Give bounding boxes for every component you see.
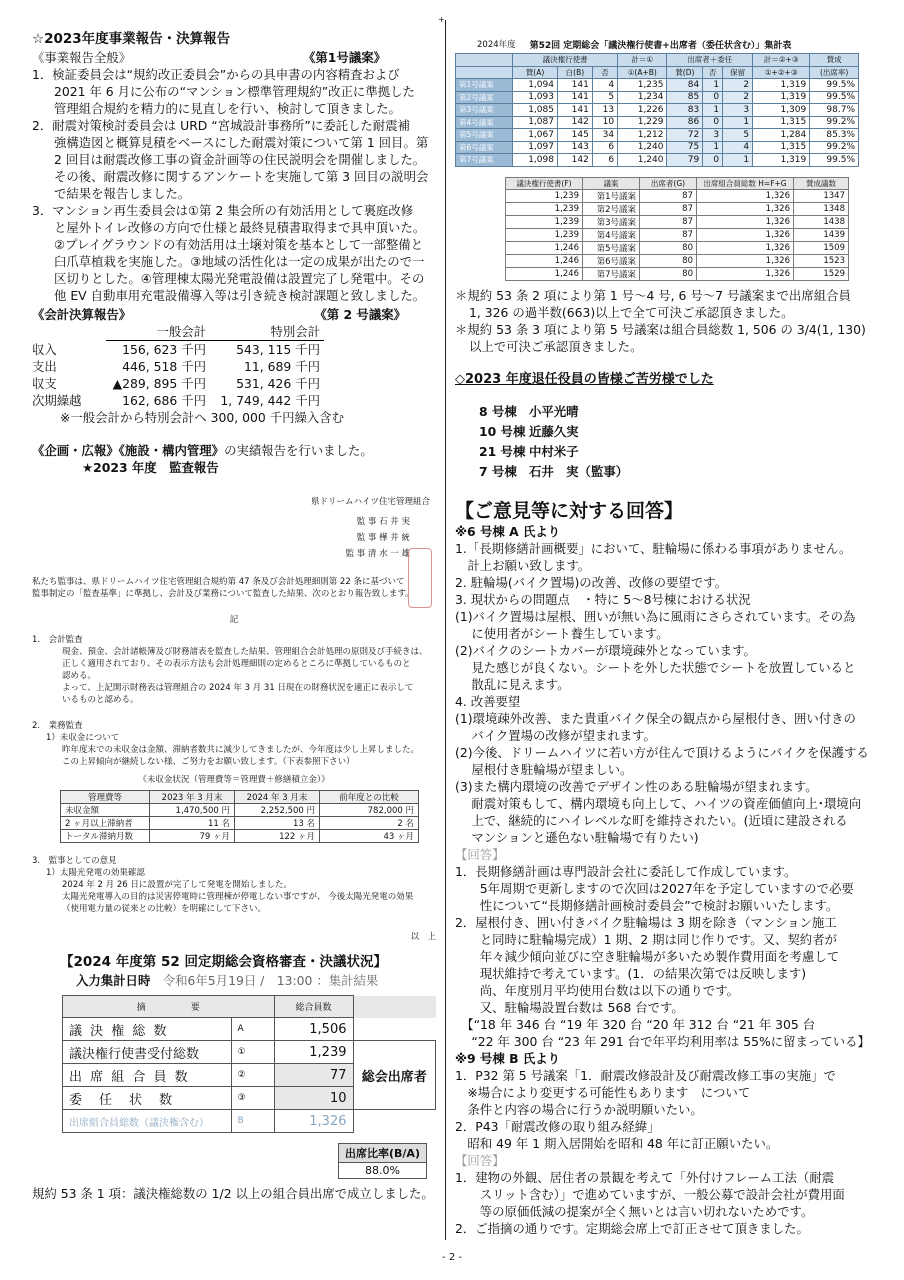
table-row: 1,239 第3号議案 87 1,326 1438: [506, 216, 849, 229]
text-line: 【“18 年 346 台 “19 年 320 台 “20 年 312 台 “21 年 305 台: [455, 1017, 816, 1032]
table-row: 2 ヶ月以上滞納者 11 名 13 名 2 名: [61, 817, 419, 830]
text-line: 計上お願い致します。: [455, 558, 591, 573]
results-title: 2024年度 第52回 定期総会「議決権行使書+出席者（委任状含む）」集計表: [477, 40, 792, 51]
text-line: 性について“長期修繕計画検討委員会”で検討お願いいたします。: [455, 898, 839, 913]
quorum-section: [32, 953, 436, 1202]
text-line: (2)今後、ドリームハイツに若い方が住んで頂けるようにバイクを保護する: [455, 745, 869, 760]
answer-b-label: 【回答】: [455, 1153, 505, 1168]
table-row: 収入 156, 623 千円 543, 115 千円: [32, 341, 320, 357]
text-line: 1．建物の外観、居住者の景観を考えて「外付けフレーム工法（耐震: [455, 1170, 835, 1185]
accounts-heading: 《会計決算報告》: [32, 307, 132, 322]
text-line: と同時に駐輪場完成）1 期、2 期は同じ作りです。又、契約者が: [455, 932, 837, 947]
text-line: 1．P32 第 5 号議案「1．耐震改修設計及び耐震改修工事の実施」で: [455, 1068, 836, 1083]
table-row: 第7号議案 1,098 142 6 1,240 79 0 1 1,319 99.5%: [456, 154, 859, 167]
retired-list: [455, 402, 875, 482]
text-line: 又、駐輪場設置台数は 568 台です。: [455, 1000, 684, 1015]
summary-header: [32, 49, 436, 66]
audit-section3: 2024 年 2 月 26 日に設置が完了して発電を開始しました。 太陽光発電導入の目的は災害停電時に管理棟が停電しない事ですが、 今後太陽光発電の効果 （使用電力量の従来との比較）を明確にして下さい。: [62, 880, 414, 914]
right-column: [455, 38, 875, 1237]
planning-line: 《企画・広報》《施設・構内管理》の実績報告を行いました。: [32, 443, 373, 458]
text-line: 耐震対策もして、構内環境も向上して、ハイツの資産価値向上･環境向: [455, 796, 862, 811]
opinions-title: 【ご意見等に対する回答】: [455, 500, 684, 522]
report-table: 議決権行使書(F) 議案 出席者(G) 出席組合員総数 H=F+G 賛成議数 1,239 第1号議案 87 1,326 1347 1,239 第2号議案 87 1,326 1348 1,239 第3号議案 87 1,326 1438 1,239 第4号議案 87 1,326 1439 1,246 第5号議案 80 1,326 1509 1,246 第6号議案 80 1,326 1523 1,246 第7号議案 80 1,326 1529: [505, 177, 849, 282]
ratio-table: [338, 1143, 427, 1179]
list-item: 21 号棟 中村米子: [479, 444, 579, 459]
text-line: 5年周期で更新しますので次回は2027年を予定していますので必要: [455, 881, 854, 896]
quorum-table: 摘 要 総合員数 議 決 権 総 数 A 1,506 議決権行使書受付総数 ① 1,239 総会出席者 出 席 組 合 員 数 ② 77 委 任 状 数 ③ 10 出席組合員総数（議決権含む） B 1,326: [62, 995, 436, 1133]
ki-label: 記: [229, 615, 239, 625]
quorum-subtitle: 入力集計日時 令和6年5月19日 / 13:00 ：集計結果: [76, 973, 379, 988]
auditor-list: 監 事 石 井 実 監 事 樺 井 統 監 事 清 水 一 雄: [345, 517, 410, 559]
text-line: バイク置場の改修が望まれます。: [455, 728, 656, 743]
audit-section2: 昨年度末での未収金は金額、滞納者数共に減少してきましたが、今年度は少し上昇しました。 この上昇傾向が継続しない様、ご努力をお願い致します。（下表参照下さい）: [62, 745, 420, 767]
list-item: 8 号棟 小平光晴: [479, 404, 579, 419]
text-line: 年々減少傾向並びに空き駐輪場が多いため製作費用面を考慮して: [455, 949, 840, 964]
text-line: に使用者がシート養生しています。: [455, 626, 669, 641]
table-row: 次期繰越 162, 686 千円 1, 749, 442 千円: [32, 393, 320, 408]
answer-b-body: [455, 1169, 875, 1237]
text-line: (1)環境疎外改善、また貴重バイク保全の観点から屋根付き、囲い付きの: [455, 711, 856, 726]
accounts-header: [32, 306, 436, 323]
item2: 2．耐震対策検討委員会は URD “宮城設計事務所”に委託した耐震補 強構造図と概算見積をベースにした耐震対策について第 1 回目。第 2 回目は耐震改修工事の資金計画等の住民説明会を開催しました。 その後、耐震改修に関するアンケートを実施して第 3 回目の説明会 で結果を報告しました。: [32, 118, 429, 201]
text-line: ※場合により変更する可能性もあります について: [455, 1085, 751, 1100]
table-row: 第1号議案 1,094 141 4 1,235 84 1 2 1,319 99.5%: [456, 79, 859, 92]
item1: 1．検証委員会は“規約改正委員会”からの具申書の内容精査および 2021 年 6 月に公布の“マンション標準管理規約”改正に準拠した 管理組合規約を精力的に見直しを行い、検討して頂きました。: [32, 67, 415, 116]
col-general: 一般会計: [106, 323, 210, 341]
table-row: 第3号議案 1,085 141 13 1,226 83 1 3 1,309 98.7%: [456, 104, 859, 117]
opinion-a-body: [455, 540, 875, 846]
text-line: 4. 改善要望: [455, 694, 521, 709]
quorum-footer: 規約 53 条 1 項：議決権総数の 1/2 以上の組合員出席で成立しました。: [32, 1186, 434, 1201]
table-row: 1,246 第5号議案 80 1,326 1509: [506, 242, 849, 255]
ratio-value: 88.0%: [339, 1163, 427, 1179]
text-line: 尚、年度別月平均使用台数は以下の通りです。: [455, 983, 739, 998]
quorum-title: 【2024 年度第 52 回定期総会資格審査・決議状況】: [60, 954, 387, 970]
table-row: 出 席 組 合 員 数 ② 77: [63, 1064, 436, 1087]
table-row: 支出 446, 518 千円 11, 689 千円: [32, 359, 320, 374]
text-line: 3. 現状からの問題点 ・特に 5～8号棟における状況: [455, 592, 751, 607]
attendee-label: 総会出席者: [353, 1041, 436, 1110]
table-row: 1,246 第7号議案 80 1,326 1529: [506, 268, 849, 281]
table-row: 第6号議案 1,097 143 6 1,240 75 1 4 1,315 99.2%: [456, 141, 859, 154]
table-row: 1,239 第2号議案 87 1,326 1348: [506, 203, 849, 216]
table-row: 議 決 権 総 数 A 1,506: [63, 1018, 436, 1041]
motion1-label: 《第1号議案》: [303, 50, 386, 65]
item3: 3．マンション再生委員会は①第 2 集会所の有効活用として裏庭改修 と屋外トイレ改修の方向で仕様と最終見積書取得まで具申頂いた。 ②プレイグラウンドの有効活用は土壌対策を基本として一部整備と 臼爪草植栽を実施した。③地域の活性化は一定の成果が出たので一 区切りとした。④管理棟太陽光発電設備は設置完了し発電中。その 他 EV 自動車用充電設備導入等は引き続き検討課題と致しました。: [32, 203, 426, 303]
text-line: 1．長期修繕計画は専門設計会社に委託して作成しています。: [455, 864, 797, 879]
ijo-label: 以 上: [410, 932, 436, 942]
table-row: 第4号議案 1,087 142 10 1,229 86 0 1 1,315 99.2%: [456, 116, 859, 129]
opinion-b-from: ※9 号棟 B 氏より: [455, 1051, 561, 1066]
text-line: 散乱に見えます。: [455, 677, 570, 692]
column-divider: [445, 20, 446, 1240]
table-row: 第5号議案 1,067 145 34 1,212 72 3 5 1,284 85.3%: [456, 129, 859, 142]
text-line: 上で、継続的にハイレベルな町を維持されたい。(近頃に建設される: [455, 813, 848, 828]
text-line: 現状維持で考えています。(1．の結果次第では反映します): [455, 966, 807, 981]
table-row: 未収金額 1,470,500 円 2,252,500 円 782,000 円: [61, 804, 419, 817]
list-item: 7 号棟 石井 実（監事）: [479, 464, 629, 479]
text-line: 等の原価低減の提案が全く無いとは言い切れないためです。: [455, 1204, 814, 1219]
table-row: 1,239 第4号議案 87 1,326 1439: [506, 229, 849, 242]
text-line: 屋根付き駐輪場が望ましい。: [455, 762, 633, 777]
text-line: 2．屋根付き、囲い付きバイク駐輪場は 3 期を除き（マンション施工: [455, 915, 837, 930]
table-row: 1,239 第1号議案 87 1,326 1347: [506, 190, 849, 203]
accounts-note: ※一般会計から特別会計へ 300, 000 千円繰入含む: [60, 410, 345, 425]
table-row: 議決権行使書受付総数 ① 1,239 総会出席者: [63, 1041, 436, 1064]
text-line: 昭和 49 年 1 期入居開始を昭和 48 年に訂正願いたい。: [455, 1136, 779, 1151]
answer-a-label: 【回答】: [455, 847, 505, 862]
col-special: 特別会計: [210, 323, 324, 341]
retired-title: ◇2023 年度退任役員の皆様ご苦労様でした: [455, 372, 714, 387]
ratio-label: 出席比率(B/A): [339, 1144, 427, 1163]
receivables-table: 管理費等 2023 年 3 月末 2024 年 3 月末 前年度との比較 未収金額 1,470,500 円 2,252,500 円 782,000 円 2 ヶ月以上滞納者 11 名 13 名 2 名 トータル滞納月数 79 ヶ月 122 ヶ月 43 ヶ月: [60, 790, 419, 843]
text-line: 1.「長期修繕計画概要」において、駐輪場に係わる事項がありません。: [455, 541, 852, 556]
summary-heading: 《事業報告全般》: [32, 50, 132, 65]
receivables-title: 《未収金状況（管理費等＝管理費＋修繕積立金）》: [138, 775, 330, 785]
text-line: 条件と内容の場合に行うか説明願いたい。: [455, 1102, 703, 1117]
audit-title: ★2023 年度 監査報告: [82, 460, 219, 475]
approval-notes: ＊規約 53 条 2 項により第 1 号～4 号, 6 号～7 号議案まで出席組合員 1, 326 の過半数(663)以上で全て可決ご承認頂きました。 ＊規約 53 条 3 項により第 5 号議案は組合員総数 1, 506 の 3/4(1, 130) 以上で可決ご承認頂きました。: [455, 288, 866, 354]
page-number: - 2 -: [442, 1252, 462, 1263]
text-line: “22 年 300 台 “23 年 291 台で年平均利用率は 55%に留まっている】: [455, 1034, 870, 1049]
section-title: ☆2023年度事業報告・決算報告: [32, 31, 231, 47]
table-row: 1,246 第6号議案 80 1,326 1523: [506, 255, 849, 268]
accounts-table: [32, 323, 324, 409]
text-line: マンションと遜色ない駐輪場で有りたい): [455, 830, 699, 845]
text-line: (2)バイクのシートカバーが環境疎外となっています。: [455, 643, 756, 658]
opinion-a-from: ※6 号棟 A 氏より: [455, 524, 561, 539]
list-item: 10 号棟 近藤久実: [479, 424, 579, 439]
answer-a-body: [455, 863, 875, 1050]
top-mark: +: [438, 15, 445, 24]
left-column: [32, 30, 436, 1202]
audit-org: 県ドリームハイツ住宅管理組合: [310, 497, 430, 507]
table-row: 第2号議案 1,093 141 5 1,234 85 0 2 1,319 99.5%: [456, 91, 859, 104]
table-row: 委 任 状 数 ③ 10: [63, 1087, 436, 1110]
seal-stamp: [408, 548, 432, 608]
text-line: スリット含む）」で進めていますが、一般公募で設計会社が費用面: [455, 1187, 845, 1202]
audit-section1: 現金、預金、会計諸帳簿及び財務諸表を監査した結果、管理組合会計処理の原則及び手続きは、 正しく適用されており、その表示方法も会計処理細則の定めるところに準拠しているものと 認める。 よって、上記開示財務表は管理組合の 2024 年 3 月 31 日現在の財務状況を適正に表示して いるものと認める。: [62, 647, 428, 705]
text-line: 2．ご指摘の通りです。定期総会席上で訂正させて頂きました。: [455, 1221, 809, 1236]
text-line: (1)バイク置場は屋根、囲いが無い為に風雨にさらされています。その為: [455, 609, 856, 624]
table-row: トータル滞納月数 79 ヶ月 122 ヶ月 43 ヶ月: [61, 830, 419, 843]
text-line: 見た感じが良くない。シートを外した状態でシートを放置していると: [455, 660, 856, 675]
motion2-label: 《第 2 号議案》: [314, 307, 406, 322]
results-table: 議決権行使書 計＝① 出席者＋委任 計＝②+③ 賛成 賛(A) 白(B) 否 ①(A+B) 賛(D) 否 保留 ①+②+③ (出席率) 第1号議案 1,094 141 4 1,235 84 1 2 1,319 99.5% 第2号議案 1,093 141 5 1,234 85 0 2 1,319 99.5% 第3号議案 1,085 141 13 1,226 83 1 3 1,309 98.7% 第4号議案 1,087 142 10 1,229 86 0 1 1,315 99.2% 第5号議案 1,067 145 34 1,212 72 3 5 1,284 85.3% 第6号議案 1,097 143 6 1,240 75 1 4 1,315 99.2% 第7号議案 1,098 142 6 1,240 79 0 1 1,319 99.5%: [455, 53, 859, 167]
opinion-b-body: [455, 1067, 875, 1152]
table-row: 出席組合員総数（議決権含む） B 1,326: [63, 1110, 436, 1133]
text-line: (3)また構内環境の改善でデザイン性のある駐輪場が望まれます。: [455, 779, 818, 794]
text-line: 2．P43「耐震改修の取り組み経緯」: [455, 1119, 660, 1134]
text-line: 2. 駐輪場(バイク置場)の改善、改修の要望です。: [455, 575, 728, 590]
table-row: 収支 ▲289, 895 千円 531, 426 千円: [32, 376, 320, 391]
audit-report: 県ドリームハイツ住宅管理組合 監 事 石 井 実 監 事 樺 井 統 監 事 清 水 一 雄 私たち監事は、県ドリームハイツ住宅管理組合規約第 47 条及び会計処理細則第 22 条に基づいて 監事制定の「監査基準」に準拠し、会計及び業務について監査した結果、次のとおり報告致します。 記 1. 会計監査 現金、預金、会計諸帳簿及び財務諸表を監査した結果、管理組合会計処理の原則及び手続きは、 正しく適用されており、その表示方法も会計処理細則の定めるところに準拠しているものと 認める。 よって、上記開示財務表は管理組合の 2024 年 3 月 31 日現在の財務状況を適正に表示して いるものと認める。 2. 業務監査 1）未収金について 昨年度末での未収金は金額、滞納者数共に減少してきましたが、今年度は少し上昇しました。 この上昇傾向が継続しない様、ご努力をお願い致します。（下表参照下さい） 《未収金状況（管理費等＝管理費＋修繕積立金）》 管理費等 2023 年 3 月末 2024 年 3 月末 前年度との比較 未収金額 1,470,500 円 2,252,500 円 782,000 円 2 ヶ月以上滞納者 11 名 13 名 2 名 トータル滞納月数 79 ヶ月 122 ヶ月 43 ヶ月 3. 監事としての意見 1）太陽光発電の効果確認 2024 年 2 月 26 日に設置が完了して発電を開始しました。 太陽光発電導入の目的は災害停電時に管理棟が停電しない事ですが、 今後太陽光発電の効果 （使用電力量の従来との比較）を明確にして下さい。 以 上: [32, 497, 436, 942]
